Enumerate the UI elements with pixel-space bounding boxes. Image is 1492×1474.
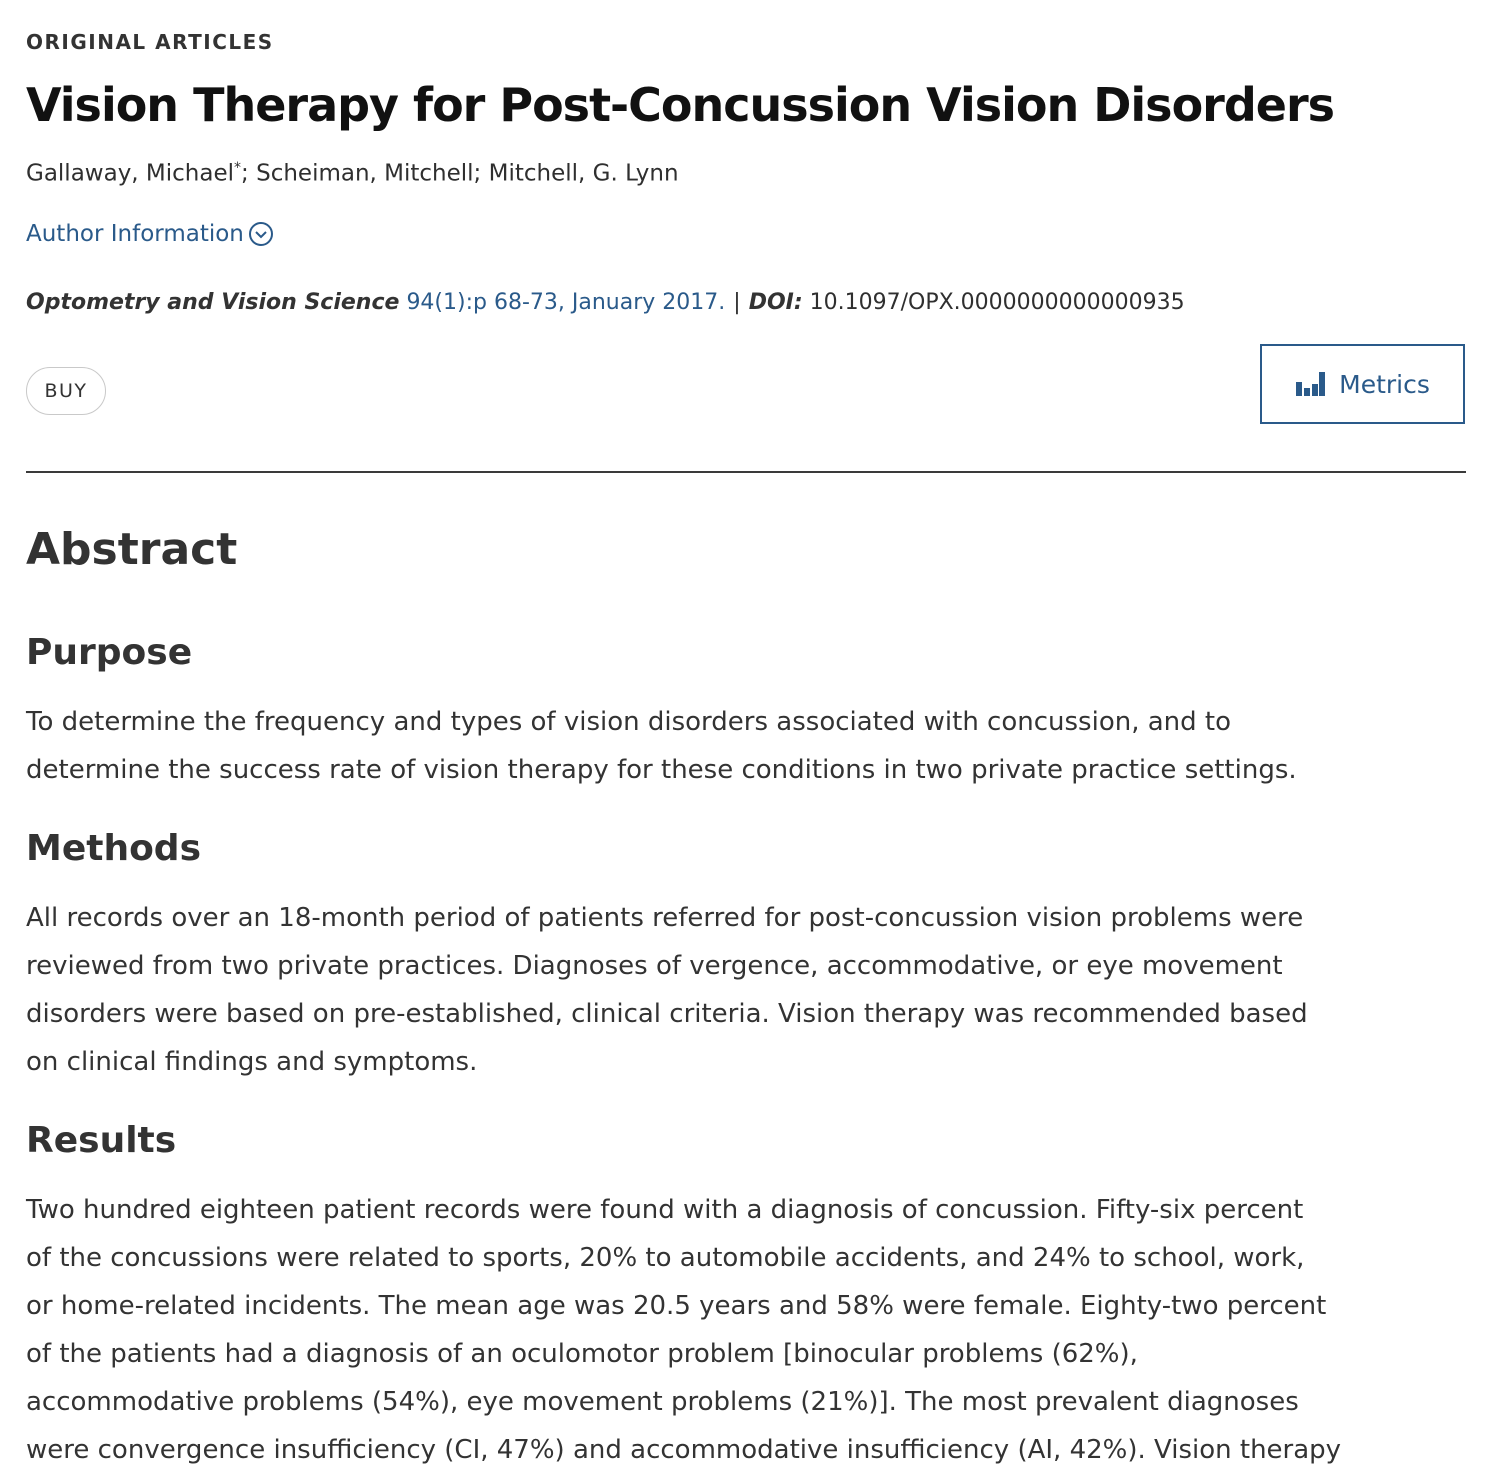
citation-line [26,290,1185,315]
header-divider [26,471,1466,473]
author-information-label: Author Information [26,221,244,247]
methods-line: reviewed from two private practices. Diagnoses of vergence, accommodative, or eye movement [26,951,1283,981]
citation-separator: | [733,290,741,315]
journal-name[interactable]: Optometry and Vision Science [26,290,400,315]
methods-line: All records over an 18-month period of patients referred for post-concussion vision problems were [26,903,1304,933]
volume-issue-link[interactable]: 94(1):p 68-73, January 2017. [406,290,726,315]
results-line: Two hundred eighteen patient records were found with a diagnosis of concussion. Fifty-six percent [26,1195,1304,1225]
results-heading: Results [26,1120,177,1161]
author-information-toggle[interactable] [26,221,274,247]
results-text [26,1186,1466,1474]
results-line: of the concussions were related to sports, 20% to automobile accidents, and 24% to school, work, [26,1243,1305,1273]
metrics-button[interactable] [1260,344,1465,424]
abstract-heading: Abstract [26,524,238,575]
results-line: accommodative problems (54%), eye movement problems (21%)]. The most prevalent diagnoses [26,1387,1299,1417]
section-label: ORIGINAL ARTICLES [26,30,274,54]
corresponding-author-marker: * [234,160,242,176]
results-line: were convergence insufficiency (CI, 47%) and accommodative insufficiency (AI, 42%). Vision therapy [26,1435,1342,1465]
purpose-line: To determine the frequency and types of vision disorders associated with concussion, and to [26,707,1232,737]
buy-button[interactable]: BUY [26,367,106,415]
purpose-line: determine the success rate of vision therapy for these conditions in two private practice settings. [26,755,1297,785]
author-list [26,160,679,187]
methods-heading: Methods [26,828,202,869]
purpose-text [26,698,1466,794]
methods-text [26,894,1466,1086]
doi-value[interactable]: 10.1097/OPX.0000000000000935 [809,290,1185,315]
methods-line: disorders were based on pre-established, clinical criteria. Vision therapy was recommended based [26,999,1308,1029]
methods-line: on clinical findings and symptoms. [26,1047,478,1077]
doi-label: DOI: [748,290,803,315]
metrics-label: Metrics [1339,369,1430,399]
results-line: of the patients had a diagnosis of an oculomotor problem [binocular problems (62%), [26,1339,1138,1369]
chevron-down-circle-icon [248,221,274,247]
purpose-heading: Purpose [26,632,193,673]
article-title: Vision Therapy for Post-Concussion Vision Disorders [26,78,1335,132]
results-line: or home-related incidents. The mean age was 20.5 years and 58% were female. Eighty-two percent [26,1291,1327,1321]
bar-chart-icon [1295,372,1325,396]
author-primary[interactable]: Gallaway, Michael [26,160,235,187]
author-others[interactable]: ; Scheiman, Mitchell; Mitchell, G. Lynn [241,160,679,187]
